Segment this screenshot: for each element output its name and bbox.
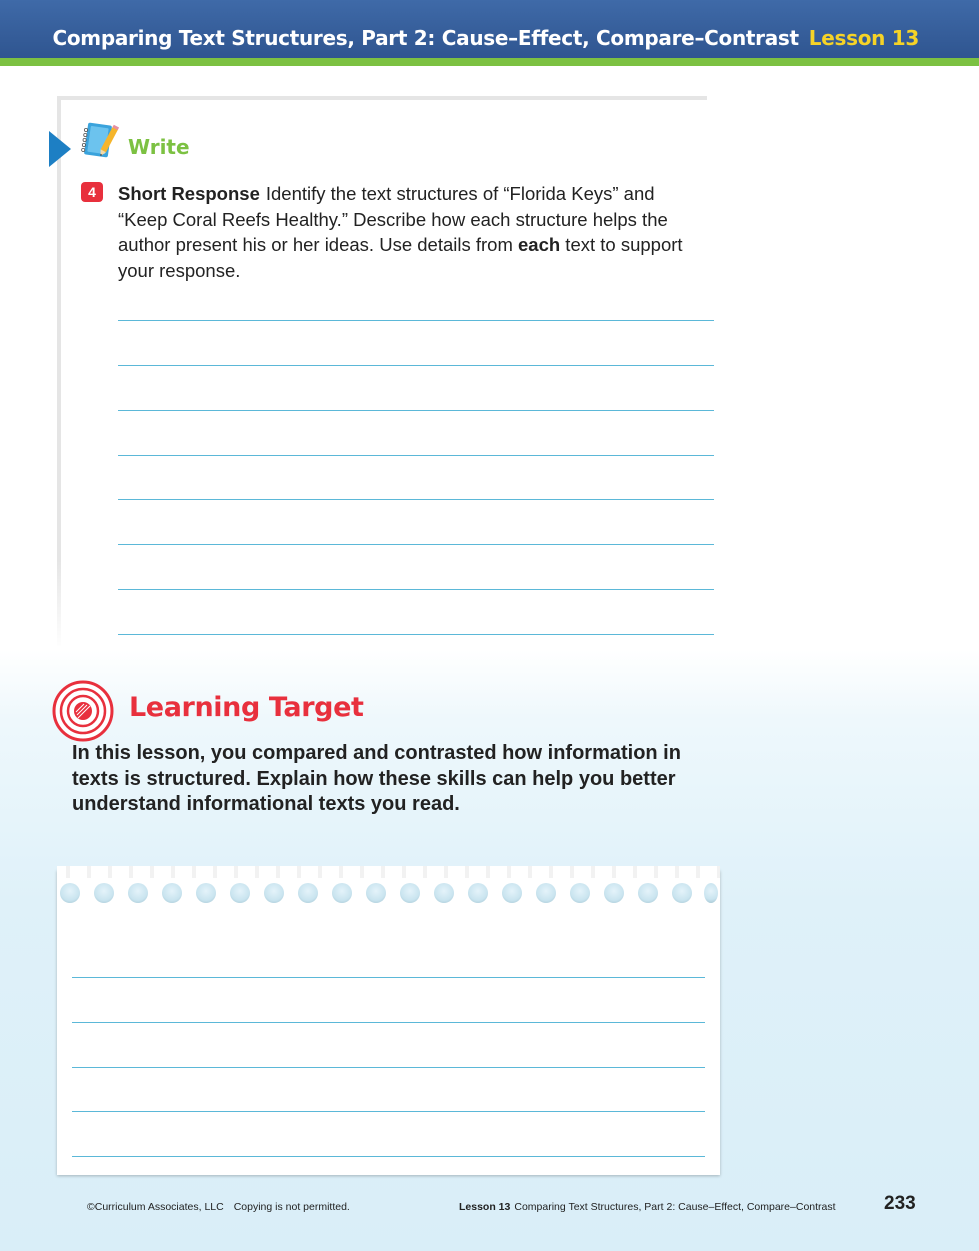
notebook-hole [468,883,488,903]
target-icon [52,680,114,742]
footer-lesson-label: Lesson 13 [459,1201,511,1213]
learning-target-heading: Learning Target [129,692,364,723]
response-line[interactable] [118,589,714,590]
write-card-fade [53,560,63,650]
response-line[interactable] [118,455,714,456]
notebook-hole [434,883,454,903]
notebook-pencil-icon [80,120,120,164]
header-title-text: Comparing Text Structures, Part 2: Cause–Effect, Compare–Contrast [52,26,799,50]
question-text [118,181,708,284]
question-label: Short Response [118,183,260,204]
header-title [52,26,919,50]
response-line[interactable] [118,499,714,500]
page-number: 233 [884,1193,916,1214]
notebook-hole [264,883,284,903]
notebook-hole [502,883,522,903]
response-line[interactable] [118,634,714,635]
notebook-hole [704,883,718,903]
question-text-part-1: Identify the text structures of “Florida Keys” and “Keep Coral Reefs Healthy.” Describe how each structure helps the author present his or her ideas. Use details from [118,183,668,256]
notebook-response-line[interactable] [72,1022,705,1023]
notebook-response-line[interactable] [72,1156,705,1157]
footer-notice: Copying is not permitted. [233,1201,350,1213]
footer-copyright-text: ©Curriculum Associates, LLC [87,1201,224,1213]
notebook-hole [162,883,182,903]
notebook-hole [604,883,624,903]
notebook-hole [196,883,216,903]
notebook-paper-torn-edge [57,866,720,878]
question-text-part-2: text to support your response. [118,234,683,282]
footer-lesson [459,1201,836,1213]
notebook-hole [638,883,658,903]
notebook-hole [400,883,420,903]
notebook-hole [332,883,352,903]
notebook-hole [536,883,556,903]
response-line[interactable] [118,365,714,366]
notebook-holes [60,883,720,905]
notebook-hole [672,883,692,903]
response-line[interactable] [118,320,714,321]
notebook-hole [366,883,386,903]
write-heading: Write [128,135,190,159]
notebook-hole [60,883,80,903]
header-stripe [0,58,979,66]
notebook-hole [128,883,148,903]
notebook-hole [94,883,114,903]
question-number-badge: 4 [81,182,103,202]
header-lesson: Lesson 13 [808,26,919,50]
response-line[interactable] [118,410,714,411]
notebook-response-line[interactable] [72,1067,705,1068]
question-emphasis: each [518,234,561,256]
footer-lesson-title: Comparing Text Structures, Part 2: Cause–Effect, Compare–Contrast [514,1201,836,1213]
notebook-hole [298,883,318,903]
write-card [57,96,707,646]
footer-copyright [87,1201,350,1213]
notebook-hole [230,883,250,903]
response-line[interactable] [118,544,714,545]
notebook-response-line[interactable] [72,1111,705,1112]
notebook-hole [570,883,590,903]
notebook-response-line[interactable] [72,977,705,978]
learning-target-body: In this lesson, you compared and contrasted how information in texts is structured. Explain how these skills can help you better understand informational texts you read. [72,742,681,816]
section-arrow-icon [49,131,71,167]
